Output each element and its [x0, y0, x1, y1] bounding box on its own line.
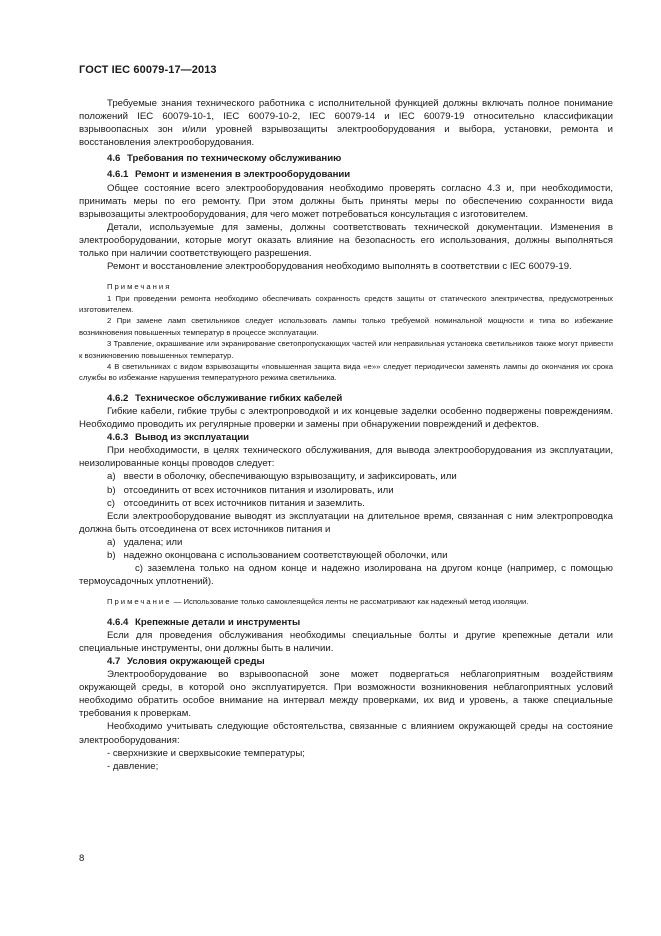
list-marker: c) [107, 497, 115, 509]
list-item: - сверхнизкие и сверхвысокие температуры; [107, 747, 305, 759]
list-marker: c) [135, 563, 143, 575]
list-text: отсоединить от всех источников питания и изолировать, или [123, 484, 394, 496]
list-item: - давление; [107, 760, 159, 772]
list-item [79, 536, 613, 549]
section-number: 4.7 [107, 655, 121, 667]
heading-4-6-2 [79, 392, 613, 405]
paragraph: Общее состояние всего электрооборудования необходимо проверять согласно 4.3 и, при необходимости, принимать меры по его ремонту. При этом должны быть приняты меры по обеспечению сохранности вида взрывозащиты электрооборудования, для чего может потребоваться консультация с изготовителем. [79, 182, 613, 220]
note-4: 4 В светильниках с видом взрывозащиты «повышенная защита вида «е»» следует периодически заменять лампы до окончания их срока службы во избежание нарушения температурного режима светильника. [79, 362, 613, 383]
list-item [79, 484, 613, 497]
heading-4-6 [79, 152, 613, 165]
notes-heading: Примечания [107, 282, 172, 292]
running-header: ГОСТ IEC 60079-17—2013 [79, 64, 217, 76]
list-text: надежно оконцована с использованием соответствующей оболочки, или [123, 550, 448, 561]
section-number: 4.6.3 [107, 432, 129, 444]
list-text: ввести в оболочку, обеспечивающую взрывозащиту, и зафиксировать, или [123, 471, 457, 483]
intro-paragraph: Требуемые знания технического работника с исполнительной функцией должны включать полное понимание положений IEC 60079-10-1, IEC 60079-10-2, IEC 60079-14 и IEC 60079-19 относительно классификации взрывоопасных зон и/или уровней взрывозащиты электрооборудования и выбора, установки, ремонта и восстановления электрооборудования. [79, 98, 613, 149]
paragraph: Если электрооборудование выводят из эксплуатации на длительное время, связанная с ним электропроводка должна быть отсоединена от всех источников питания и [79, 510, 613, 535]
section-title: Крепежные детали и инструменты [135, 616, 301, 628]
section-number: 4.6.2 [107, 392, 129, 404]
list-item [79, 549, 613, 562]
list-item [79, 562, 613, 588]
section-number: 4.6.1 [107, 169, 129, 181]
paragraph: Гибкие кабели, гибкие трубы с электропроводкой и их концевые заделки особенно подвержены повреждениям. Необходимо проводить их регулярные проверки и замены при обнаружении повреждений и дефектов. [79, 405, 613, 431]
note-3: 3 Травление, окрашивание или экранирование светопропускающих частей или неправильная установка светильников также могут привести к возникновению повышенных температур. [79, 339, 613, 360]
list-item [79, 470, 613, 483]
note-label: Примечание [107, 597, 172, 607]
paragraph: Детали, используемые для замены, должны соответствовать технической документации. Изменения в электрооборудовании, которые могут оказать влияние на безопасность его использования, должны выполняться только при наличии соответствующего разрешения. [79, 221, 613, 260]
document-body [79, 97, 613, 773]
note-1: 1 При проведении ремонта необходимо обеспечивать сохранность средств защиты от статического электричества, предусмотренных изготовителем. [79, 293, 613, 315]
list-item [79, 497, 613, 510]
section-title: Техническое обслуживание гибких кабелей [135, 392, 343, 404]
list-text: удалена; или [123, 536, 183, 548]
section-title: Условия окружающей среды [127, 655, 265, 667]
section-title: Вывод из эксплуатации [135, 432, 250, 444]
heading-4-6-3 [79, 431, 613, 444]
paragraph: Необходимо учитывать следующие обстоятельства, связанные с влиянием окружающей среды на состояние электрооборудования: [79, 721, 613, 746]
paragraph: При необходимости, в целях технического обслуживания, для вывода электрооборудования из эксплуатации, неизолированные концы проводов следует: [79, 445, 613, 470]
note-text: — Использование только самоклеящейся ленты не рассматривают как надежный метод изоляции. [171, 597, 529, 607]
list-marker: a) [107, 536, 116, 548]
list-text: заземлена только на одном конце и надежно изолирована на другом конце (например, с помощью термоусадочных уплотнений). [79, 563, 613, 588]
heading-4-7 [79, 655, 613, 668]
section-number: 4.6 [107, 153, 121, 165]
page-number: 8 [79, 853, 85, 864]
list-marker: b) [107, 550, 116, 561]
paragraph: Ремонт и восстановление электрооборудования необходимо выполнять в соответствии с IEC 60079-19. [107, 261, 572, 273]
heading-4-6-1 [79, 168, 613, 181]
section-number: 4.6.4 [107, 616, 129, 628]
section-title: Ремонт и изменения в электрооборудовании [135, 169, 351, 181]
list-marker: b) [107, 484, 116, 496]
heading-4-6-4 [79, 616, 613, 629]
note-2: 2 При замене ламп светильников следует использовать лампы только требуемой номинальной мощности и типа во избежание возникновения повышенных температур в процессе эксплуатации. [79, 316, 613, 337]
note-self-adhesive-tape [79, 596, 613, 607]
list-text: отсоединить от всех источников питания и заземлить. [123, 497, 365, 509]
list-marker: a) [107, 471, 116, 483]
paragraph: Если для проведения обслуживания необходимы специальные болты и другие крепежные детали или специальные инструменты, они должны быть в наличии. [79, 629, 613, 654]
section-title: Требования по техническому обслуживанию [127, 153, 342, 165]
paragraph: Электрооборудование во взрывоопасной зоне может подвергаться неблагоприятным воздействиям окружающей среды, в которой оно эксплуатируется. При возможности возникновения неблагоприятных условий необходимо обратить особое внимание на интервал между проверками, их вид и уровень, а также специальные требования к проверкам. [79, 669, 613, 720]
